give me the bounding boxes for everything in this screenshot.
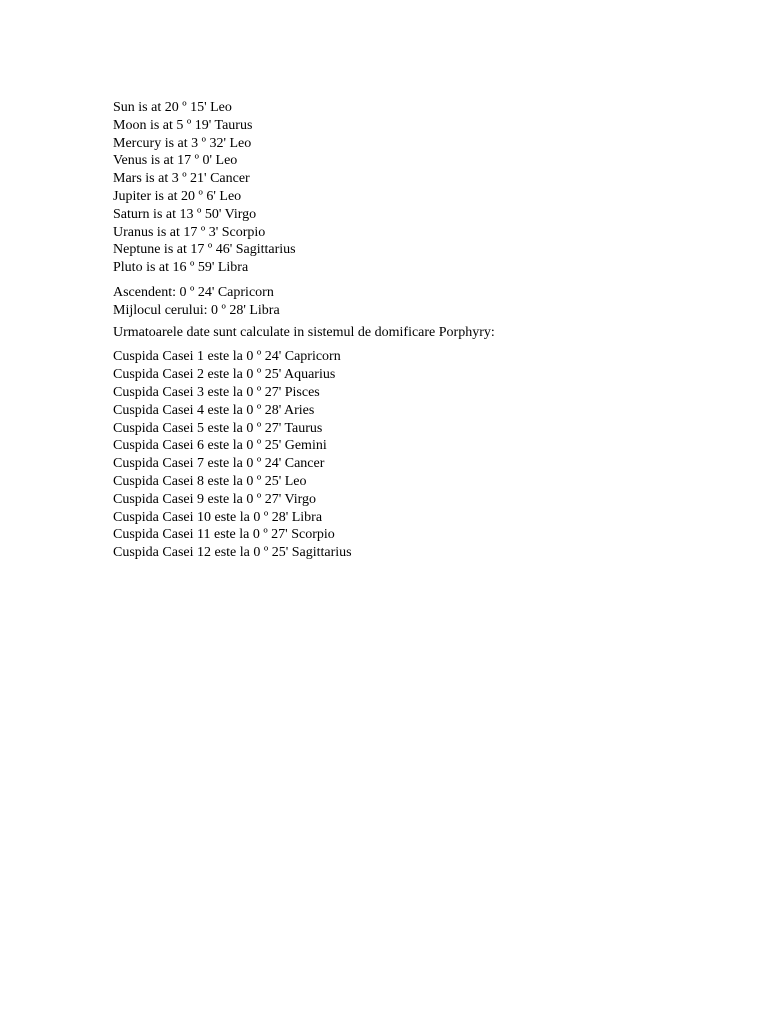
house-cusp-line-5: Cuspida Casei 5 este la 0 º 27' Taurus — [113, 420, 323, 436]
house-cusp-line-4: Cuspida Casei 4 este la 0 º 28' Aries — [113, 402, 315, 418]
planet-line-sun: Sun is at 20 º 15' Leo — [113, 100, 232, 115]
planet-line-mercury: Mercury is at 3 º 32' Leo — [113, 135, 252, 151]
planet-line-venus: Venus is at 17 º 0' Leo — [113, 153, 238, 169]
angles-list — [113, 284, 733, 320]
planet-positions-list — [113, 99, 733, 277]
planet-line-uranus: Uranus is at 17 º 3' Scorpio — [113, 224, 266, 240]
midheaven-line: Mijlocul cerului: 0 º 28' Libra — [113, 302, 280, 318]
house-cusps-list — [113, 348, 733, 562]
house-system-note: Urmatoarele date sunt calculate in sistemul de domificare Porphyry: — [113, 324, 495, 340]
house-cusp-line-11: Cuspida Casei 11 este la 0 º 27' Scorpio — [113, 527, 335, 543]
planet-line-jupiter: Jupiter is at 20 º 6' Leo — [113, 188, 242, 204]
house-cusp-line-8: Cuspida Casei 8 este la 0 º 25' Leo — [113, 473, 307, 489]
planet-line-mars: Mars is at 3 º 21' Cancer — [113, 171, 250, 187]
planet-line-moon: Moon is at 5 º 19' Taurus — [113, 117, 253, 133]
document-page — [113, 99, 733, 562]
house-cusp-line-1: Cuspida Casei 1 este la 0 º 24' Capricorn — [113, 349, 341, 365]
house-cusp-line-3: Cuspida Casei 3 este la 0 º 27' Pisces — [113, 384, 320, 400]
house-cusp-line-12: Cuspida Casei 12 este la 0 º 25' Sagittarius — [113, 545, 352, 561]
ascendent-line: Ascendent: 0 º 24' Capricorn — [113, 284, 274, 300]
house-cusp-line-2: Cuspida Casei 2 este la 0 º 25' Aquarius — [113, 367, 336, 383]
house-cusp-line-10: Cuspida Casei 10 este la 0 º 28' Libra — [113, 509, 323, 525]
house-cusp-line-6: Cuspida Casei 6 este la 0 º 25' Gemini — [113, 438, 327, 454]
planet-line-pluto: Pluto is at 16 º 59' Libra — [113, 260, 249, 276]
planet-line-saturn: Saturn is at 13 º 50' Virgo — [113, 206, 257, 222]
house-cusp-line-7: Cuspida Casei 7 este la 0 º 24' Cancer — [113, 456, 325, 472]
house-system-note-block — [113, 324, 733, 342]
house-cusp-line-9: Cuspida Casei 9 este la 0 º 27' Virgo — [113, 491, 317, 507]
planet-line-neptune: Neptune is at 17 º 46' Sagittarius — [113, 242, 296, 258]
